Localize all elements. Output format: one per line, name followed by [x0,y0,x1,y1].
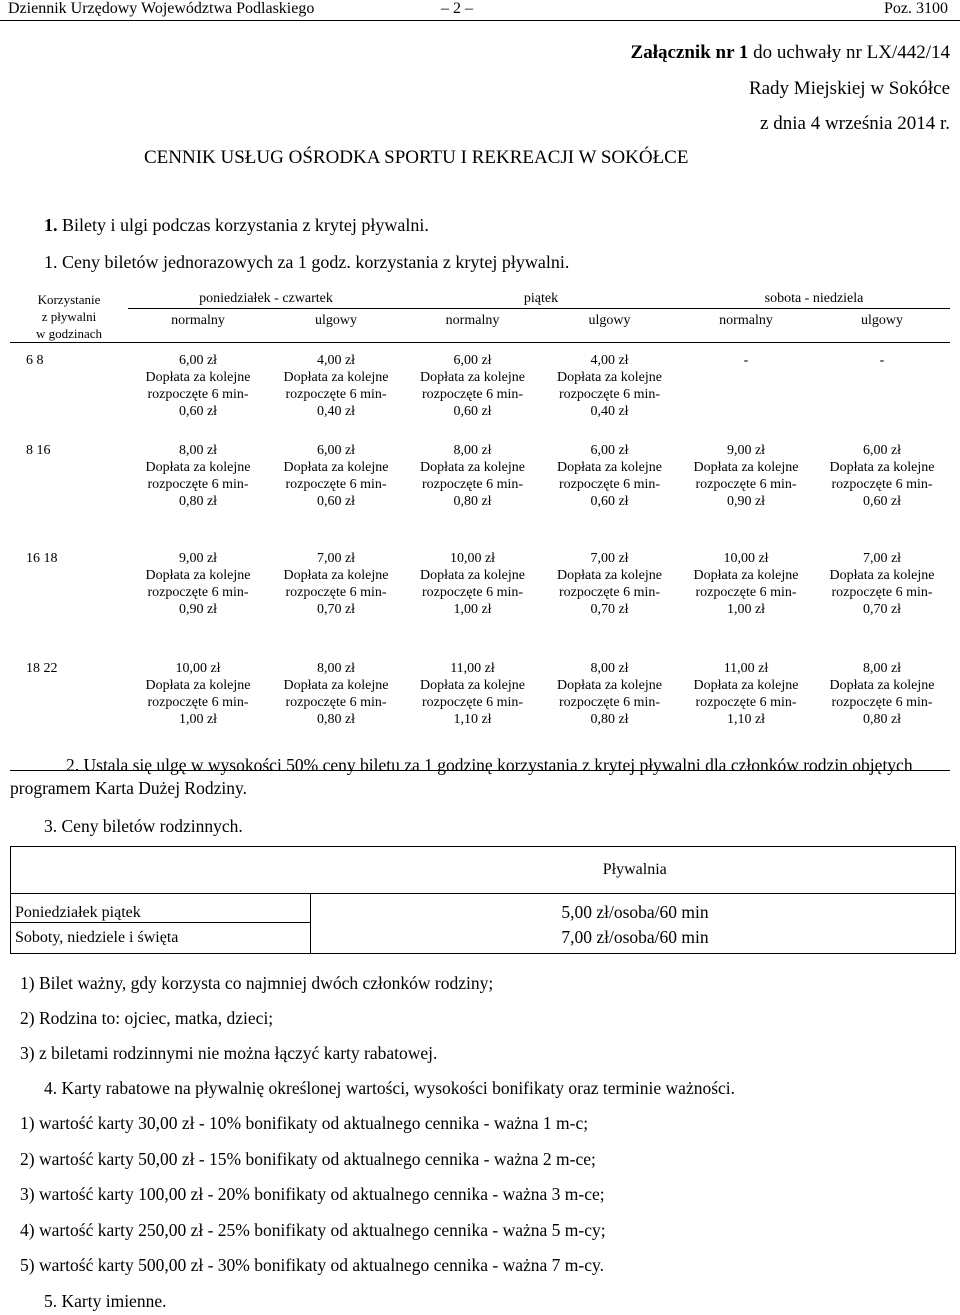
surcharge-label: rozpoczęte 6 min- [831,695,933,710]
surcharge-label: rozpoczęte 6 min- [285,387,387,402]
attachment-line-1 [631,42,950,64]
sub-header: normalny [445,313,500,329]
ticket-price: 6,00 zł [316,443,356,458]
card-item: 5) wartość karty 500,00 zł - 30% bonifikaty od aktualnego cennika - ważna 7 m-cy. [20,1255,604,1275]
surcharge-label: Dopłata za kolejne [557,460,662,475]
surcharge-label: rozpoczęte 6 min- [558,477,661,492]
family-ticket-table [10,846,956,954]
family-note: 2) Rodzina to: ojciec, matka, dzieci; [20,1008,274,1028]
surcharge-label: rozpoczęte 6 min- [285,477,387,492]
price-cell [268,544,404,654]
surcharge-label: Dopłata za kolejne [557,568,662,583]
price-table [10,290,950,343]
sub-header: ulgowy [315,313,357,329]
ticket-price: 10,00 zł [449,551,496,566]
surcharge-label: Dopłata za kolejne [557,678,662,693]
surcharge-label: Dopłata za kolejne [693,568,799,583]
price-cell [128,544,268,654]
surcharge-label: rozpoczęte 6 min- [285,695,387,710]
ticket-price: 4,00 zł [316,353,356,368]
surcharge-label: rozpoczęte 6 min- [421,387,524,402]
surcharge-amount: 0,60 zł [453,404,492,419]
surcharge-amount: 0,70 zł [590,602,629,617]
page-number: – 2 – [441,0,473,17]
position-number: Poz. 3100 [884,0,948,17]
surcharge-label: Dopłata za kolejne [145,460,251,475]
family-note: 1) Bilet ważny, gdy korzysta co najmniej dwóch członków rodziny; [20,973,494,993]
surcharge-amount: 0,80 zł [862,712,902,727]
surcharge-label: Dopłata za kolejne [420,568,525,583]
family-header-row [11,847,956,894]
ticket-price: 6,00 zł [590,443,629,458]
price-cell [541,436,678,544]
surcharge-label: Dopłata za kolejne [145,568,251,583]
surcharge-amount: 0,40 zł [590,404,629,419]
time-range: 16 18 [26,551,58,566]
surcharge-label: rozpoczęte 6 min- [285,585,387,600]
surcharge-label: rozpoczęte 6 min- [695,585,797,600]
price-cell [678,544,814,654]
surcharge-label: Dopłata za kolejne [145,370,251,385]
surcharge-label: Dopłata za kolejne [283,678,389,693]
price-dash: - [743,353,749,368]
ticket-price: 10,00 zł [723,551,769,566]
surcharge-amount: 0,90 zł [726,494,766,509]
surcharge-amount: 0,70 zł [316,602,356,617]
price-table-sub-row [10,309,950,343]
point-3: 3. Ceny biletów rodzinnych. [44,816,243,836]
section-1-heading [44,215,429,236]
time-range: 8 16 [26,443,51,458]
surcharge-label: rozpoczęte 6 min- [421,695,524,710]
surcharge-label: rozpoczęte 6 min- [421,585,524,600]
section-1-text: Bilety i ulgi podczas korzystania z krytej pływalni. [57,215,429,235]
attachment-line-2: Rady Miejskiej w Sokółce [748,78,950,99]
ticket-price: 8,00 zł [316,661,356,676]
time-range: 6 8 [26,353,44,368]
surcharge-label: Dopłata za kolejne [283,370,389,385]
family-row [11,894,956,923]
point-5: 5. Karty imienne. [44,1291,167,1311]
attachment-resolution: do uchwały nr LX/442/14 [748,42,950,63]
ticket-price: 9,00 zł [178,551,218,566]
price-table-group-row [10,290,950,309]
surcharge-label: rozpoczęte 6 min- [831,585,933,600]
header-divider [10,343,950,344]
surcharge-amount: 0,80 zł [590,712,629,727]
surcharge-amount: 0,60 zł [178,404,218,419]
surcharge-amount: 1,10 zł [453,712,492,727]
ticket-price: 9,00 zł [726,443,766,458]
sub-header: normalny [719,313,773,329]
price-cell [268,436,404,544]
card-item: 3) wartość karty 100,00 zł - 20% bonifikaty od aktualnego cennika - ważna 3 m-ce; [20,1184,605,1204]
ticket-price: 10,00 zł [175,661,221,676]
corner-line-2: z pływalni [41,309,97,324]
surcharge-amount: 1,00 zł [453,602,492,617]
surcharge-amount: 0,80 zł [178,494,218,509]
price-cell [678,346,814,436]
point-2: 2. Ustala się ulgę w wysokości 50% ceny biletu za 1 godzinę korzystania z krytej pływalni dla członków rodzin objętych programem Karta Dużej Rodziny. [10,755,913,798]
price-cell [541,544,678,654]
price-cell [814,346,950,436]
family-row-price: 7,00 zł/osoba/60 min [311,923,956,954]
family-row-price: 5,00 zł/osoba/60 min [311,894,956,923]
sub-header: ulgowy [861,313,903,329]
surcharge-label: Dopłata za kolejne [283,460,389,475]
ticket-price: 11,00 zł [450,661,495,676]
surcharge-label: rozpoczęte 6 min- [695,477,797,492]
ticket-price: 6,00 zł [862,443,902,458]
card-item: 1) wartość karty 30,00 zł - 10% bonifikaty od aktualnego cennika - ważna 1 m-c; [20,1113,589,1133]
group-sat-sun: sobota - niedziela [678,290,950,309]
ticket-price: 7,00 zł [590,551,629,566]
sub-header: ulgowy [588,313,631,329]
ticket-price: 8,00 zł [178,443,218,458]
surcharge-label: Dopłata za kolejne [693,460,799,475]
surcharge-label: rozpoczęte 6 min- [147,387,249,402]
surcharge-label: rozpoczęte 6 min- [147,585,249,600]
time-range: 18 22 [10,654,128,771]
ticket-price: 7,00 zł [862,551,902,566]
surcharge-amount: 0,80 zł [316,712,356,727]
surcharge-label: rozpoczęte 6 min- [421,477,524,492]
surcharge-amount: 0,90 zł [178,602,218,617]
surcharge-label: rozpoczęte 6 min- [558,585,661,600]
ticket-price: 8,00 zł [453,443,492,458]
surcharge-label: Dopłata za kolejne [283,568,389,583]
ticket-price: 6,00 zł [453,353,492,368]
section-1-number: 1. [44,215,58,235]
ticket-price: 4,00 zł [590,353,629,368]
price-cell [541,346,678,436]
card-item: 4) wartość karty 250,00 zł - 25% bonifikaty od aktualnego cennika - ważna 5 m-cy; [20,1220,606,1240]
ticket-price: 8,00 zł [590,661,629,676]
family-row [11,923,956,954]
surcharge-label: rozpoczęte 6 min- [558,695,661,710]
surcharge-label: rozpoczęte 6 min- [558,387,661,402]
corner-line-1: Korzystanie [37,292,101,307]
surcharge-amount: 0,40 zł [316,404,356,419]
surcharge-amount: 0,60 zł [316,494,356,509]
family-column-header: Pływalnia [311,847,956,894]
document-title: CENNIK USŁUG OŚRODKA SPORTU I REKREACJI W SOKÓŁCE [144,147,689,168]
price-dash: - [879,353,885,368]
family-header-empty [11,847,311,894]
corner-cell [10,290,128,343]
surcharge-amount: 0,80 zł [453,494,492,509]
price-cell [128,436,268,544]
surcharge-label: Dopłata za kolejne [420,678,525,693]
ticket-price: 8,00 zł [862,661,902,676]
attachment-line-3: z dnia 4 września 2014 r. [760,113,950,134]
price-row [10,544,950,654]
family-note: 3) z biletami rodzinnymi nie można łączyć karty rabatowej. [20,1043,438,1063]
price-cell [678,436,814,544]
section-1-1-heading: 1. Ceny biletów jednorazowych za 1 godz. korzystania z krytej pływalni. [44,252,570,272]
price-row [10,346,950,436]
family-row-label: Poniedziałek piątek [11,894,311,923]
price-table-body [10,346,950,771]
corner-line-3: w godzinach [35,326,103,341]
surcharge-label: rozpoczęte 6 min- [147,695,249,710]
price-row [10,436,950,544]
surcharge-label: Dopłata za kolejne [557,370,662,385]
attachment-number: Załącznik nr 1 [630,42,749,63]
surcharge-amount: 1,10 zł [726,712,766,727]
price-cell [404,346,541,436]
surcharge-label: Dopłata za kolejne [145,678,251,693]
surcharge-amount: 0,60 zł [862,494,902,509]
surcharge-amount: 0,70 zł [862,602,902,617]
header-rule [0,20,960,21]
surcharge-amount: 1,00 zł [178,712,218,727]
price-cell [814,436,950,544]
price-cell [404,436,541,544]
sub-header: normalny [171,313,225,329]
ticket-price: 7,00 zł [316,551,356,566]
surcharge-label: rozpoczęte 6 min- [147,477,249,492]
surcharge-amount: 0,60 zł [590,494,629,509]
surcharge-label: Dopłata za kolejne [829,460,935,475]
family-row-label: Soboty, niedziele i święta [11,923,311,954]
ticket-price: 6,00 zł [178,353,218,368]
price-cell [268,346,404,436]
journal-name: Dziennik Urzędowy Województwa Podlaskiego [8,0,315,17]
point-4: 4. Karty rabatowe na pływalnię określonej wartości, wysokości bonifikaty oraz terminie ważności. [44,1078,736,1098]
surcharge-label: Dopłata za kolejne [420,460,525,475]
price-cell [128,346,268,436]
surcharge-amount: 1,00 zł [726,602,766,617]
price-cell [404,544,541,654]
surcharge-label: Dopłata za kolejne [693,678,799,693]
surcharge-label: Dopłata za kolejne [829,678,935,693]
surcharge-label: rozpoczęte 6 min- [695,695,797,710]
group-mon-thu: poniedziałek - czwartek [128,290,404,309]
surcharge-label: Dopłata za kolejne [829,568,935,583]
surcharge-label: rozpoczęte 6 min- [831,477,933,492]
ticket-price: 11,00 zł [723,661,769,676]
surcharge-label: Dopłata za kolejne [420,370,525,385]
price-cell [814,544,950,654]
card-item: 2) wartość karty 50,00 zł - 15% bonifikaty od aktualnego cennika - ważna 2 m-ce; [20,1149,596,1169]
group-fri: piątek [404,290,678,309]
